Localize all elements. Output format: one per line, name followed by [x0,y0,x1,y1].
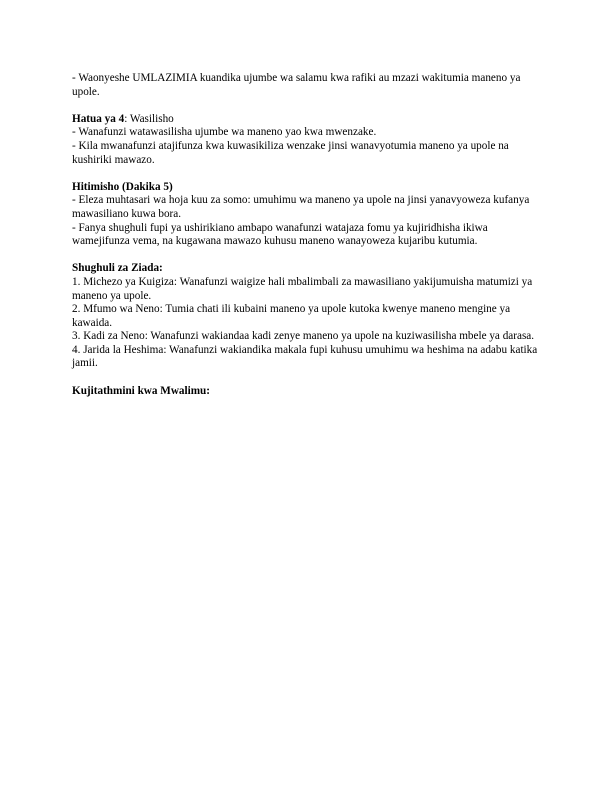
step4-heading [72,113,542,127]
step4-item: - Wanafunzi watawasilisha ujumbe wa maneno yao kwa mwenzake. [72,126,377,139]
step4-heading-rest: : Wasilisho [124,112,174,125]
extra-item: 1. Michezo ya Kuigiza: Wanafunzi waigize hali mbalimbali za mawasiliano yakijumuisha matumizi ya maneno ya upole. [72,275,533,302]
extra-item: 4. Jarida la Heshima: Wanafunzi wakiandika makala fupi kuhusu umuhimu wa heshima na adabu katika jamii. [72,343,538,370]
conclusion-heading: Hitimisho (Dakika 5) [72,180,173,193]
conclusion-item: - Eleza muhtasari wa hoja kuu za somo: umuhimu wa maneno ya upole na jinsi yanavyoweza kufanya mawasiliano kuwa bora. [72,194,530,220]
spacer [72,249,542,263]
extra-item: 2. Mfumo wa Neno: Tumia chati ili kubaini maneno ya upole kutoka kwenye maneno mengine ya kawaida. [72,303,511,329]
reflection-heading: Kujitathmini kwa Mwalimu: [72,384,210,397]
conclusion-item: - Fanya shughuli fupi ya ushirikiano ambapo wanafunzi watajaza fomu ya kujiridhisha ikiwa wamejifunza vema, na kugawana mawazo kuhusu maneno wanayoweza kujaribu kutumia. [72,221,488,248]
spacer [72,99,542,113]
step4-heading-bold: Hatua ya 4 [72,112,125,125]
document-page [72,72,542,398]
extra-item: 3. Kadi za Neno: Wanafunzi wakiandaa kadi zenye maneno ya upole na kuziwasilisha mbele ya darasa. [72,330,535,343]
spacer [72,167,542,181]
spacer [72,371,542,385]
extra-heading: Shughuli za Ziada: [72,262,163,275]
intro-line: - Waonyeshe UMLAZIMIA kuandika ujumbe wa salamu kwa rafiki au mzazi wakitumia maneno ya upole. [72,72,521,98]
step4-item: - Kila mwanafunzi atajifunza kwa kuwasikiliza wenzake jinsi wanavyotumia maneno ya upole na kushiriki mawazo. [72,139,509,166]
